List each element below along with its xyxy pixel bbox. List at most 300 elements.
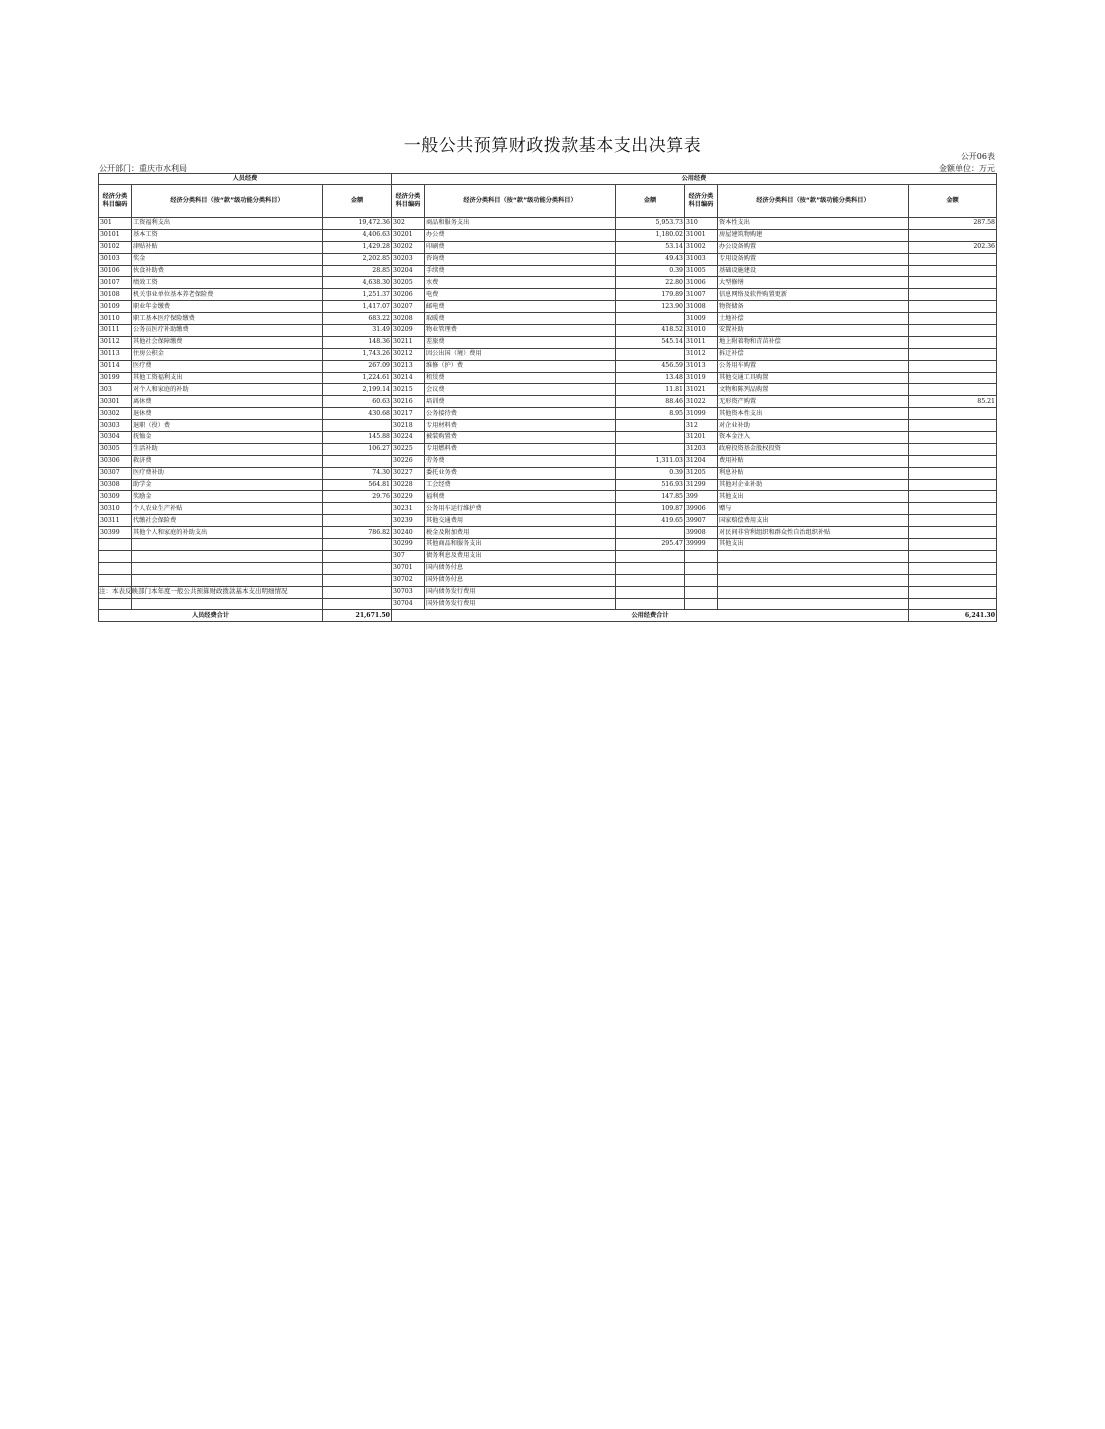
code-cell: 30702 <box>392 574 425 586</box>
amount-cell <box>909 598 997 610</box>
code-cell <box>685 598 718 610</box>
amount-cell: 4,406.63 <box>323 229 392 241</box>
name-cell: 职业年金缴费 <box>132 301 323 313</box>
name-cell: 培训费 <box>425 396 616 408</box>
name-cell: 咨询费 <box>425 253 616 265</box>
code-cell: 30239 <box>392 515 425 527</box>
name-cell: 房屋建筑物购建 <box>718 229 909 241</box>
code-cell: 30303 <box>99 420 132 432</box>
name-cell: 租赁费 <box>425 372 616 384</box>
name-cell: 手续费 <box>425 265 616 277</box>
code-cell: 30204 <box>392 265 425 277</box>
amount-cell: 88.46 <box>616 396 685 408</box>
amount-cell: 60.63 <box>323 396 392 408</box>
amount-cell <box>909 289 997 301</box>
code-cell: 30218 <box>392 420 425 432</box>
table-row <box>99 325 997 337</box>
amount-cell: 1,417.07 <box>323 301 392 313</box>
amount-cell <box>909 574 997 586</box>
code-cell: 30227 <box>392 467 425 479</box>
name-cell: 医疗费补助 <box>132 467 323 479</box>
name-cell: 奖励金 <box>132 491 323 503</box>
code-cell: 39999 <box>685 539 718 551</box>
code-cell: 30226 <box>392 455 425 467</box>
name-cell: 政府投资基金股权投资 <box>718 443 909 455</box>
expenditure-table <box>98 173 997 622</box>
name-cell: 国外债务付息 <box>425 574 616 586</box>
table-row <box>99 408 997 420</box>
code-cell: 31205 <box>685 467 718 479</box>
table-row <box>99 539 997 551</box>
name-cell: 印刷费 <box>425 241 616 253</box>
name-cell: 救济费 <box>132 455 323 467</box>
code-cell: 30106 <box>99 265 132 277</box>
amount-cell: 22.80 <box>616 277 685 289</box>
name-cell: 差旅费 <box>425 336 616 348</box>
code-cell: 30203 <box>392 253 425 265</box>
name-cell: 邮电费 <box>425 301 616 313</box>
name-cell: 工会经费 <box>425 479 616 491</box>
code-cell <box>99 550 132 562</box>
amount-cell: 49.43 <box>616 253 685 265</box>
name-cell: 抚恤金 <box>132 432 323 444</box>
code-cell: 30201 <box>392 229 425 241</box>
code-cell: 30206 <box>392 289 425 301</box>
header-amount: 金额 <box>616 185 685 218</box>
code-cell: 30212 <box>392 348 425 360</box>
table-row <box>99 491 997 503</box>
code-cell: 31005 <box>685 265 718 277</box>
name-cell: 维修（护）费 <box>425 360 616 372</box>
code-cell: 31012 <box>685 348 718 360</box>
name-cell: 国内债务发行费用 <box>425 586 616 598</box>
name-cell <box>132 574 323 586</box>
name-cell <box>718 550 909 562</box>
name-cell: 基本工资 <box>132 229 323 241</box>
amount-cell: 147.85 <box>616 491 685 503</box>
code-cell: 31204 <box>685 455 718 467</box>
name-cell: 利息补贴 <box>718 467 909 479</box>
code-cell: 31022 <box>685 396 718 408</box>
code-cell <box>99 598 132 610</box>
code-cell: 312 <box>685 420 718 432</box>
name-cell: 专用燃料费 <box>425 443 616 455</box>
name-cell: 对个人和家庭的补助 <box>132 384 323 396</box>
name-cell: 奖金 <box>132 253 323 265</box>
name-cell: 对企业补助 <box>718 420 909 432</box>
section-public: 公用经费 <box>392 174 997 185</box>
amount-cell: 1,251.37 <box>323 289 392 301</box>
amount-cell: 31.49 <box>323 325 392 337</box>
amount-cell: 106.27 <box>323 443 392 455</box>
table-row <box>99 372 997 384</box>
table-row <box>99 432 997 444</box>
code-cell: 39907 <box>685 515 718 527</box>
name-cell: 信息网络及软件购置更新 <box>718 289 909 301</box>
table-row <box>99 348 997 360</box>
name-cell: 资本性支出 <box>718 218 909 230</box>
code-cell: 30305 <box>99 443 132 455</box>
code-cell: 30240 <box>392 527 425 539</box>
table-row <box>99 229 997 241</box>
amount-cell <box>616 527 685 539</box>
name-cell: 津贴补贴 <box>132 241 323 253</box>
code-cell: 30299 <box>392 539 425 551</box>
table-row <box>99 336 997 348</box>
header-name: 经济分类科目（按“款”级功能分类科目） <box>132 185 323 218</box>
amount-cell: 2,199.14 <box>323 384 392 396</box>
personnel-total-amount: 21,671.50 <box>323 610 392 622</box>
code-cell: 303 <box>99 384 132 396</box>
name-cell <box>718 562 909 574</box>
section-personnel: 人员经费 <box>99 174 392 185</box>
name-cell: 劳务费 <box>425 455 616 467</box>
code-cell: 30703 <box>392 586 425 598</box>
amount-cell <box>909 313 997 325</box>
amount-cell: 145.88 <box>323 432 392 444</box>
name-cell: 委托业务费 <box>425 467 616 479</box>
amount-cell <box>616 574 685 586</box>
code-cell: 31001 <box>685 229 718 241</box>
table-row <box>99 479 997 491</box>
code-cell <box>99 539 132 551</box>
table-row <box>99 443 997 455</box>
header-name: 经济分类科目（按“款”级功能分类科目） <box>425 185 616 218</box>
name-cell: 对民间非营利组织和群众性自治组织补贴 <box>718 527 909 539</box>
code-cell <box>685 586 718 598</box>
name-cell: 取暖费 <box>425 313 616 325</box>
amount-cell <box>909 467 997 479</box>
code-cell: 30199 <box>99 372 132 384</box>
code-cell <box>685 574 718 586</box>
amount-cell <box>909 360 997 372</box>
code-cell: 30102 <box>99 241 132 253</box>
amount-cell: 418.52 <box>616 325 685 337</box>
name-cell: 其他商品和服务支出 <box>425 539 616 551</box>
amount-cell <box>616 443 685 455</box>
amount-cell <box>909 479 997 491</box>
name-cell: 专用设备购置 <box>718 253 909 265</box>
amount-cell: 179.89 <box>616 289 685 301</box>
code-cell: 30228 <box>392 479 425 491</box>
code-cell: 310 <box>685 218 718 230</box>
amount-cell <box>323 562 392 574</box>
name-cell: 公务用车运行维护费 <box>425 503 616 515</box>
department-label: 公开部门：重庆市水利局 <box>99 164 187 173</box>
amount-cell: 74.30 <box>323 467 392 479</box>
code-cell: 30310 <box>99 503 132 515</box>
name-cell: 税金及附加费用 <box>425 527 616 539</box>
name-cell <box>718 598 909 610</box>
name-cell: 退休费 <box>132 408 323 420</box>
name-cell: 物资储备 <box>718 301 909 313</box>
amount-cell: 19,472.36 <box>323 218 392 230</box>
amount-cell: 28.85 <box>323 265 392 277</box>
name-cell: 赠与 <box>718 503 909 515</box>
amount-cell <box>323 420 392 432</box>
code-cell: 31299 <box>685 479 718 491</box>
table-row <box>99 265 997 277</box>
amount-cell: 287.58 <box>909 218 997 230</box>
code-cell: 30107 <box>99 277 132 289</box>
amount-cell <box>909 503 997 515</box>
name-cell: 助学金 <box>132 479 323 491</box>
code-cell: 31007 <box>685 289 718 301</box>
amount-cell <box>616 348 685 360</box>
table-row <box>99 574 997 586</box>
name-cell: 工资福利支出 <box>132 218 323 230</box>
name-cell: 住房公积金 <box>132 348 323 360</box>
name-cell: 绩效工资 <box>132 277 323 289</box>
code-cell: 31021 <box>685 384 718 396</box>
table-row <box>99 384 997 396</box>
name-cell <box>132 539 323 551</box>
amount-cell: 5,953.73 <box>616 218 685 230</box>
name-cell: 离休费 <box>132 396 323 408</box>
name-cell: 其他社会保障缴费 <box>132 336 323 348</box>
name-cell: 物业管理费 <box>425 325 616 337</box>
amount-cell <box>909 527 997 539</box>
amount-cell <box>909 301 997 313</box>
code-cell: 30231 <box>392 503 425 515</box>
unit-label: 金额单位：万元 <box>939 164 995 173</box>
table-row <box>99 218 997 230</box>
amount-cell <box>909 455 997 467</box>
name-cell: 办公费 <box>425 229 616 241</box>
name-cell: 商品和服务支出 <box>425 218 616 230</box>
name-cell: 专用材料费 <box>425 420 616 432</box>
table-row <box>99 420 997 432</box>
name-cell: 公务用车购置 <box>718 360 909 372</box>
amount-cell <box>616 598 685 610</box>
header-row <box>99 185 997 218</box>
name-cell: 医疗费 <box>132 360 323 372</box>
code-cell: 30215 <box>392 384 425 396</box>
amount-cell: 11.81 <box>616 384 685 396</box>
amount-cell <box>323 515 392 527</box>
amount-cell <box>909 348 997 360</box>
code-cell: 30103 <box>99 253 132 265</box>
header-code: 经济分类科目编码 <box>685 185 718 218</box>
name-cell: 大型修缮 <box>718 277 909 289</box>
amount-cell <box>909 515 997 527</box>
amount-cell: 545.14 <box>616 336 685 348</box>
name-cell: 其他资本性支出 <box>718 408 909 420</box>
amount-cell: 683.22 <box>323 313 392 325</box>
name-cell: 被装购置费 <box>425 432 616 444</box>
amount-cell <box>909 229 997 241</box>
code-cell: 39906 <box>685 503 718 515</box>
amount-cell: 4,638.30 <box>323 277 392 289</box>
code-cell: 31003 <box>685 253 718 265</box>
amount-cell <box>616 432 685 444</box>
amount-cell: 0.39 <box>616 467 685 479</box>
amount-cell: 786.82 <box>323 527 392 539</box>
code-cell: 31203 <box>685 443 718 455</box>
name-cell: 土地补偿 <box>718 313 909 325</box>
amount-cell <box>909 562 997 574</box>
amount-cell <box>323 586 392 598</box>
header-amount: 金额 <box>323 185 392 218</box>
amount-cell <box>909 408 997 420</box>
name-cell: 其他交通工具购置 <box>718 372 909 384</box>
code-cell: 30113 <box>99 348 132 360</box>
code-cell: 30701 <box>392 562 425 574</box>
name-cell: 安置补助 <box>718 325 909 337</box>
code-cell: 31201 <box>685 432 718 444</box>
code-cell: 30114 <box>99 360 132 372</box>
personnel-total-label: 人员经费合计 <box>99 610 323 622</box>
amount-cell: 8.95 <box>616 408 685 420</box>
code-cell: 31099 <box>685 408 718 420</box>
amount-cell <box>323 539 392 551</box>
name-cell: 电费 <box>425 289 616 301</box>
table-row <box>99 527 997 539</box>
amount-cell: 430.68 <box>323 408 392 420</box>
code-cell: 399 <box>685 491 718 503</box>
table-row <box>99 360 997 372</box>
table-row <box>99 562 997 574</box>
name-cell: 基础设施建设 <box>718 265 909 277</box>
name-cell: 费用补贴 <box>718 455 909 467</box>
amount-cell <box>909 253 997 265</box>
code-cell: 30224 <box>392 432 425 444</box>
amount-cell: 516.93 <box>616 479 685 491</box>
table-row <box>99 467 997 479</box>
amount-cell: 295.47 <box>616 539 685 551</box>
code-cell: 30311 <box>99 515 132 527</box>
name-cell <box>132 550 323 562</box>
code-cell: 31019 <box>685 372 718 384</box>
code-cell: 39908 <box>685 527 718 539</box>
code-cell: 30301 <box>99 396 132 408</box>
totals-row <box>99 610 997 622</box>
code-cell: 30111 <box>99 325 132 337</box>
name-cell: 职工基本医疗保险缴费 <box>132 313 323 325</box>
amount-cell: 1,743.26 <box>323 348 392 360</box>
amount-cell <box>909 277 997 289</box>
name-cell: 伙食补助费 <box>132 265 323 277</box>
amount-cell: 0.39 <box>616 265 685 277</box>
code-cell: 30205 <box>392 277 425 289</box>
amount-cell: 29.76 <box>323 491 392 503</box>
code-cell: 30217 <box>392 408 425 420</box>
amount-cell: 123.90 <box>616 301 685 313</box>
amount-cell <box>909 432 997 444</box>
code-cell: 301 <box>99 218 132 230</box>
code-cell: 30399 <box>99 527 132 539</box>
table-row <box>99 455 997 467</box>
public-total-label: 公用经费合计 <box>392 610 909 622</box>
code-cell: 30112 <box>99 336 132 348</box>
amount-cell <box>323 574 392 586</box>
amount-cell: 53.14 <box>616 241 685 253</box>
name-cell: 其他工资福利支出 <box>132 372 323 384</box>
name-cell: 其他交通费用 <box>425 515 616 527</box>
code-cell <box>685 550 718 562</box>
code-cell: 30101 <box>99 229 132 241</box>
amount-cell <box>909 586 997 598</box>
code-cell <box>685 562 718 574</box>
name-cell: 办公设备购置 <box>718 241 909 253</box>
amount-cell: 1,311.03 <box>616 455 685 467</box>
code-cell: 30110 <box>99 313 132 325</box>
amount-cell <box>323 598 392 610</box>
code-cell: 30214 <box>392 372 425 384</box>
table-row <box>99 289 997 301</box>
code-cell: 31008 <box>685 301 718 313</box>
name-cell: 机关事业单位基本养老保险费 <box>132 289 323 301</box>
header-code: 经济分类科目编码 <box>392 185 425 218</box>
amount-cell <box>909 336 997 348</box>
amount-cell <box>909 372 997 384</box>
name-cell: 会议费 <box>425 384 616 396</box>
amount-cell <box>616 313 685 325</box>
amount-cell: 85.21 <box>909 396 997 408</box>
amount-cell <box>909 550 997 562</box>
amount-cell <box>909 539 997 551</box>
amount-cell: 2,202.85 <box>323 253 392 265</box>
amount-cell: 13.48 <box>616 372 685 384</box>
footnote: 注：本表反映部门本年度一般公共预算财政拨款基本支出明细情况 <box>99 587 288 595</box>
name-cell: 资本金注入 <box>718 432 909 444</box>
name-cell: 公务接待费 <box>425 408 616 420</box>
code-cell: 30309 <box>99 491 132 503</box>
amount-cell <box>323 550 392 562</box>
name-cell: 其他支出 <box>718 539 909 551</box>
table-row <box>99 550 997 562</box>
header-code: 经济分类科目编码 <box>99 185 132 218</box>
amount-cell: 1,224.61 <box>323 372 392 384</box>
name-cell: 个人农业生产补贴 <box>132 503 323 515</box>
code-cell: 30202 <box>392 241 425 253</box>
table-code: 公开06表 <box>960 152 995 161</box>
name-cell: 公务员医疗补助缴费 <box>132 325 323 337</box>
amount-cell <box>616 550 685 562</box>
code-cell: 30229 <box>392 491 425 503</box>
code-cell: 31010 <box>685 325 718 337</box>
amount-cell <box>909 265 997 277</box>
amount-cell: 1,180.02 <box>616 229 685 241</box>
amount-cell <box>616 586 685 598</box>
code-cell: 30304 <box>99 432 132 444</box>
code-cell: 30704 <box>392 598 425 610</box>
name-cell: 其他对企业补助 <box>718 479 909 491</box>
code-cell <box>99 562 132 574</box>
amount-cell <box>323 503 392 515</box>
name-cell: 因公出国（境）费用 <box>425 348 616 360</box>
name-cell <box>132 598 323 610</box>
name-cell: 文物和陈列品购置 <box>718 384 909 396</box>
amount-cell: 456.59 <box>616 360 685 372</box>
name-cell: 地上附着物和青苗补偿 <box>718 336 909 348</box>
code-cell: 30109 <box>99 301 132 313</box>
name-cell: 其他支出 <box>718 491 909 503</box>
amount-cell <box>909 443 997 455</box>
amount-cell <box>616 562 685 574</box>
amount-cell <box>909 384 997 396</box>
table-row <box>99 515 997 527</box>
name-cell: 国外债务发行费用 <box>425 598 616 610</box>
code-cell: 31013 <box>685 360 718 372</box>
code-cell: 30306 <box>99 455 132 467</box>
amount-cell: 202.36 <box>909 241 997 253</box>
code-cell: 302 <box>392 218 425 230</box>
name-cell: 债务利息及费用支出 <box>425 550 616 562</box>
amount-cell <box>323 455 392 467</box>
amount-cell <box>909 325 997 337</box>
code-cell: 30108 <box>99 289 132 301</box>
